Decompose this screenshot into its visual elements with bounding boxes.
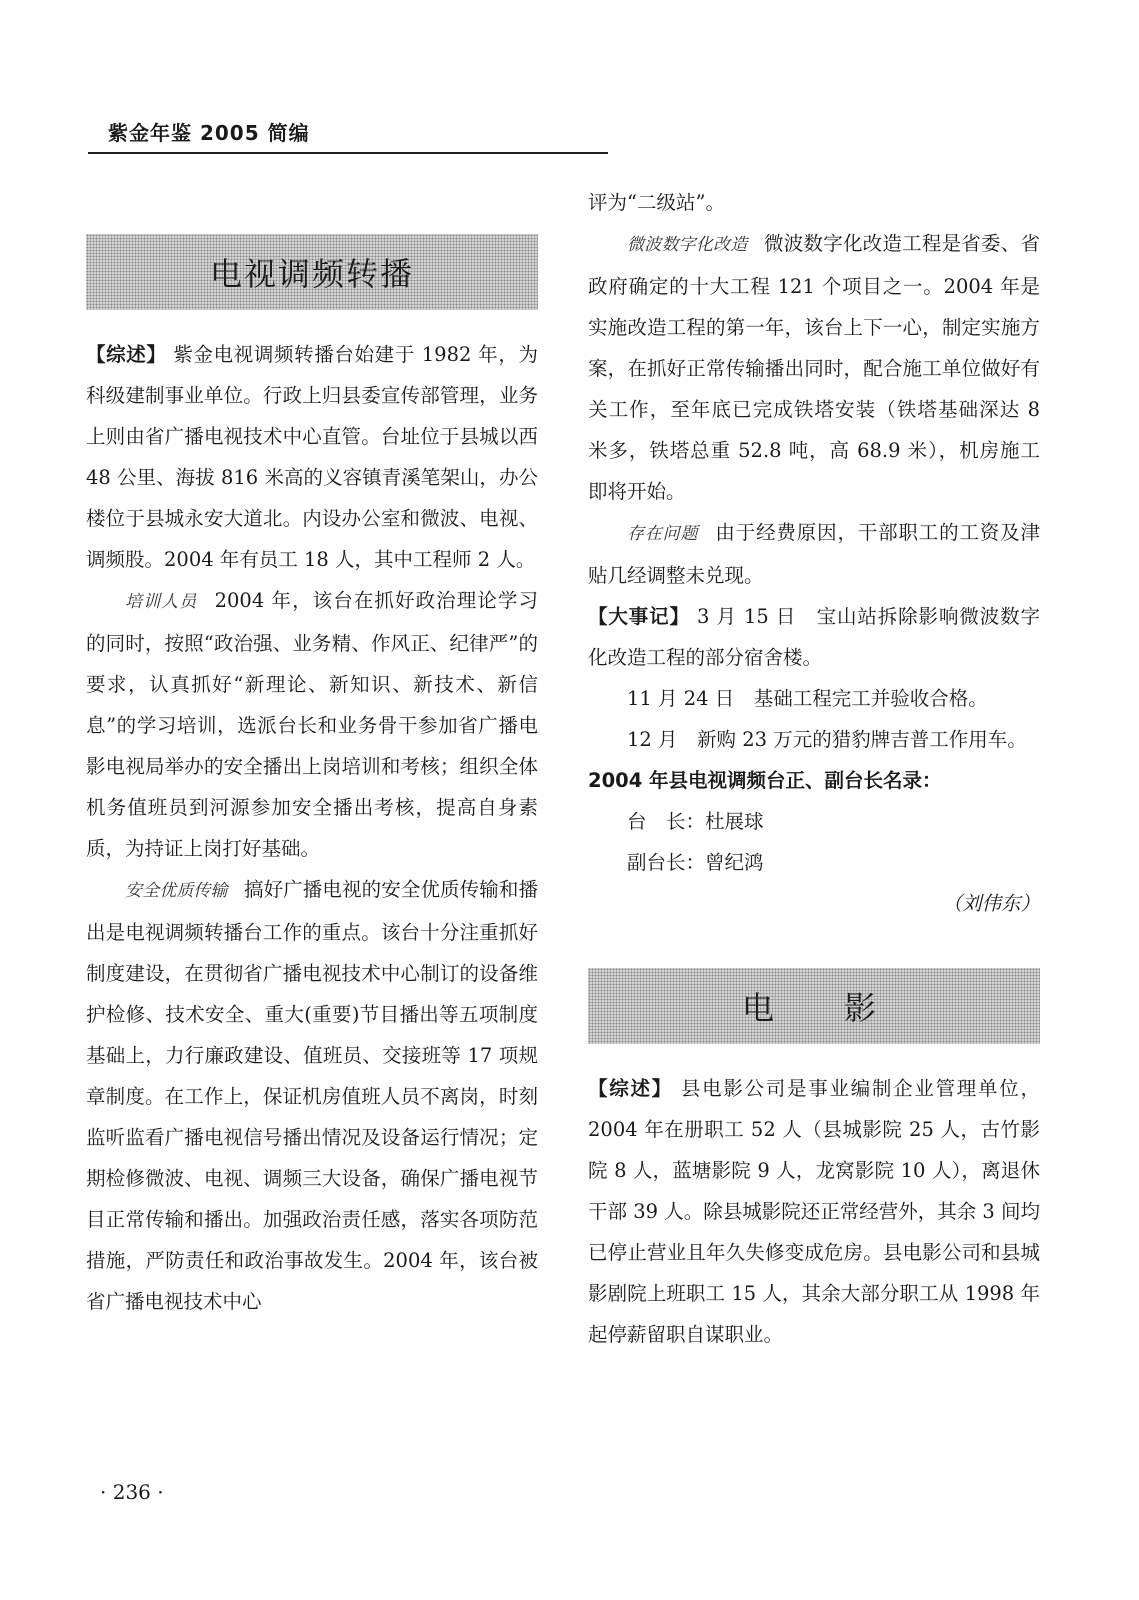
running-header: 紫金年鉴 2005 简编 [108,121,310,145]
training-subheading: 培训人员 [125,592,198,612]
events-tag: 【大事记】 [588,605,690,628]
events-paragraph [588,596,1040,678]
section-banner-tv: 电视调频转播 [86,234,538,310]
safety-text: 搞好广播电视的安全优质传输和播出是电视调频转播台工作的重点。该台十分注重抓好制度建设，在贯彻省广播电视技术中心制订的设备维护检修、技术安全、重大(重要)节目播出等五项制度基础上，力行廉政建设、值班员、交接班等 17 项规章制度。在工作上，保证机房值班人员不离岗，时刻监听监看广播电视信号播出情况及设备运行情况；定期检修微波、电视、调频三大设备，确保广播电视节目正常传输和播出。加强政治责任感，落实各项防范措施，严防责任和政治事故发生。2004 年，该台被省广播电视技术中心 [86,878,538,1313]
overview-paragraph [86,334,538,580]
film-overview-tag: 【综述】 [588,1077,673,1100]
microwave-subheading: 微波数字化改造 [627,235,748,255]
header-rule [88,152,608,154]
roster-title: 2004 年县电视调频台正、副台长名录： [588,769,942,792]
problem-paragraph [588,512,1040,596]
safety-subheading: 安全优质传输 [125,881,228,901]
film-overview-text: 县电影公司是事业编制企业管理单位，2004 年在册职工 52 人（县城影院 25 人，古竹影院 8 人，蓝塘影院 9 人，龙窝影院 10 人），离退休干部 39 人。除县城影院还正常经营外，其余 3 间均已停止营业且年久失修变成危房。县电影公司和县城影剧院上班职工 15 人，其余大部分职工从 1998 年起停薪留职自谋职业。 [588,1077,1041,1346]
safety-paragraph [86,869,538,1322]
problem-subheading: 存在问题 [627,524,699,544]
event-1: 3 月 15 日 宝山站拆除影响微波数字化改造工程的部分宿舍楼。 [588,605,1040,669]
roster-director: 台 长：杜展球 [627,810,764,833]
left-column [86,222,538,1322]
page-number: · 236 · [100,1480,164,1504]
safety-continuation: 评为“二级站”。 [588,191,725,214]
film-overview-paragraph [588,1068,1040,1355]
problem-text: 由于经费原因，干部职工的工资及津贴几经调整未兑现。 [588,521,1040,587]
roster-deputy: 副台长：曾纪鸿 [627,851,764,874]
event-2: 11 月 24 日 基础工程完工并验收合格。 [627,687,988,710]
author-credit: （刘伟东） [942,892,1040,915]
microwave-paragraph [588,223,1040,512]
overview-tag: 【综述】 [86,343,167,366]
overview-text: 紫金电视调频转播台始建于 1982 年，为科级建制事业单位。行政上归县委宣传部管理，业务上则由省广播电视技术中心直管。台址位于县城以西 48 公里、海拔 816 米高的义容镇青溪笔架山，办公楼位于县城永安大道北。内设办公室和微波、电视、调频股。2004 年有员工 18 人，其中工程师 2 人。 [86,343,538,571]
training-text: 2004 年，该台在抓好政治理论学习的同时，按照“政治强、业务精、作风正、纪律严”的要求，认真抓好“新理论、新知识、新技术、新信息”的学习培训，选派台长和业务骨干参加省广播电影电视局举办的安全播出上岗培训和考核；组织全体机务值班员到河源参加安全播出考核，提高自身素质，为持证上岗打好基础。 [86,589,538,860]
event-3: 12 月 新购 23 万元的猎豹牌吉普工作用车。 [627,728,1027,751]
section-banner-film: 电影 [588,968,1040,1044]
right-column [588,182,1040,1355]
microwave-text: 微波数字化改造工程是省委、省政府确定的十大工程 121 个项目之一。2004 年是实施改造工程的第一年，该台上下一心，制定实施方案，在抓好正常传输播出同时，配合施工单位做好有关工作，至年底已完成铁塔安装（铁塔基础深达 8 米多，铁塔总重 52.8 吨，高 68.9 米），机房施工即将开始。 [588,232,1040,503]
training-paragraph [86,580,538,869]
